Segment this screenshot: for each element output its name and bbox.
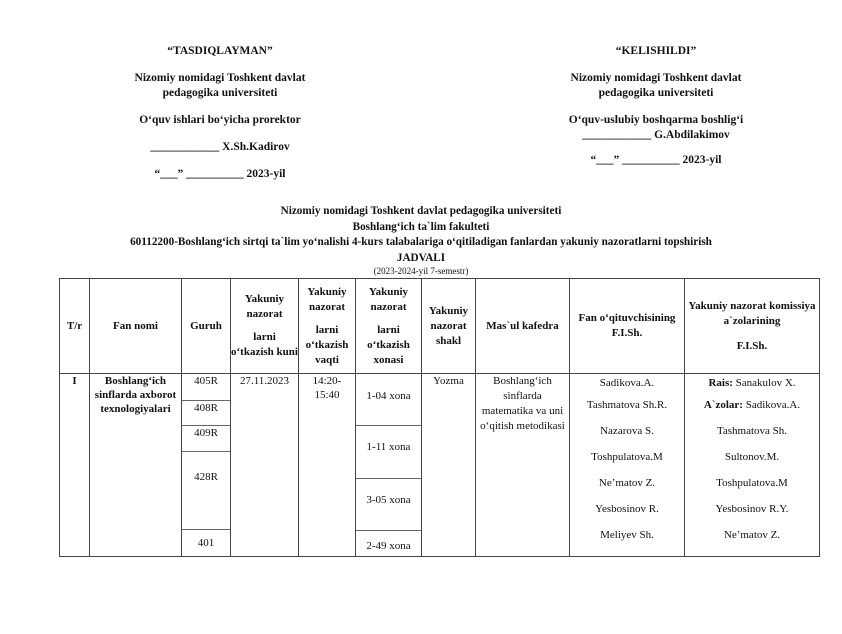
- exam-time-cell: 14:20-15:40: [299, 374, 356, 557]
- header-exam-time-top: Yakuniy nazorat: [307, 285, 347, 313]
- approval-date: “___” __________ 2023-yil: [590, 154, 722, 166]
- exam-schedule-table: [59, 278, 820, 557]
- group-item: 409R: [182, 426, 230, 452]
- room-item: 3-05 xona: [356, 479, 421, 531]
- teacher-name: Nazarova S.: [600, 425, 654, 437]
- chair-label: Rais:: [708, 377, 733, 389]
- chair-name: Sanakulov X.: [735, 377, 796, 389]
- header-exam-day-bottom: larni o‘tkazish kuni: [231, 331, 298, 358]
- header-exam-form: Yakuniy nazorat shakl: [422, 279, 476, 374]
- members-label: A`zolar:: [703, 399, 743, 411]
- member-name: Tashmatova Sh.: [716, 425, 788, 437]
- approval-heading: “KELISHILDI”: [615, 45, 697, 57]
- header-teachers: Fan o‘qituvchisining F.I.Sh.: [570, 279, 685, 374]
- header-subject: Fan nomi: [90, 279, 182, 374]
- member-name: Yesbosinov R.Y.: [715, 503, 789, 515]
- group-item: 401: [197, 537, 215, 549]
- member-name: Ne’matov Z.: [723, 529, 781, 541]
- approval-date: “___” __________ 2023-yil: [154, 168, 286, 180]
- schedule-description: 60112200-Boshlang‘ich sirtqi ta`lim yo‘nalishi 4-kurs talabalariga o‘qitiladigan fanlardan yakuniy nazoratlarni topshirish: [130, 236, 712, 248]
- table-header-row: [60, 279, 820, 374]
- header-exam-room-top: Yakuniy nazorat: [368, 285, 409, 313]
- exam-date-cell: 27.11.2023: [231, 374, 299, 557]
- header-commission-top: Yakuniy nazorat komissiya a`zolarining: [688, 299, 816, 327]
- groups-cell: [182, 374, 231, 557]
- teacher-name: Meliyev Sh.: [600, 529, 654, 541]
- commission-members-first: [685, 392, 819, 418]
- teacher-name: Sadikova.A.: [599, 377, 655, 389]
- document-heading: [0, 204, 842, 277]
- room-item: 1-11 xona: [356, 426, 421, 479]
- header-department: Mas`ul kafedra: [476, 279, 570, 374]
- teacher-name: Yesbosinov R.: [595, 503, 659, 515]
- commission-cell: [685, 374, 820, 557]
- header-exam-room: [356, 279, 422, 374]
- document-title: JADVALI: [396, 251, 446, 264]
- approval-org-line1: Nizomiy nomidagi Toshkent davlat: [134, 72, 306, 84]
- approval-org-line2: pedagogika universiteti: [598, 87, 714, 99]
- group-item: 408R: [182, 401, 230, 426]
- approval-heading: “TASDIQLAYMAN”: [167, 45, 273, 57]
- header-exam-day: [231, 279, 299, 374]
- approval-org-line1: Nizomiy nomidagi Toshkent davlat: [570, 72, 742, 84]
- member-name: Toshpulatova.M: [716, 477, 788, 489]
- header-group: Guruh: [182, 279, 231, 374]
- subject-cell: Boshlang‘ich sinflarda axborot texnologiyalari: [90, 374, 182, 557]
- department-cell: Boshlang‘ich sinflarda matematika va uni o‘qitish metodikasi: [476, 374, 570, 557]
- commission-chair: [685, 374, 819, 392]
- header-commission: [685, 279, 820, 374]
- header-exam-time-bottom: larni o‘tkazish vaqti: [305, 323, 349, 366]
- room-item: 1-04 xona: [356, 374, 421, 426]
- approval-position: O‘quv-uslubiy boshqarma boshlig‘i: [568, 114, 744, 126]
- semester-label: (2023-2024-yil 7-semestr): [373, 266, 469, 276]
- exam-form-cell: Yozma: [422, 374, 476, 557]
- approval-org-line2: pedagogika universiteti: [162, 87, 278, 99]
- group-item: 428R: [182, 452, 230, 530]
- approval-signature: ____________ G.Abdilakimov: [582, 129, 730, 141]
- approval-position: O‘quv ishlari bo‘yicha prorektor: [139, 114, 301, 126]
- member-name: Sultonov.M.: [724, 451, 780, 463]
- group-item: 405R: [182, 374, 230, 401]
- teacher-name: Ne’matov Z.: [598, 477, 656, 489]
- header-exam-room-bottom: larni o‘tkazish xonasi: [367, 323, 410, 366]
- member-name: Sadikova.A.: [745, 399, 801, 411]
- approval-block-left: [90, 44, 350, 182]
- row-number: I: [60, 374, 90, 557]
- faculty-name: Boshlang‘ich ta`lim fakulteti: [352, 220, 490, 233]
- university-name: Nizomiy nomidagi Toshkent davlat pedagogika universiteti: [280, 205, 562, 217]
- teacher-name: Tashmatova Sh.R.: [586, 399, 668, 411]
- approval-signature: ____________ X.Sh.Kadirov: [150, 141, 290, 153]
- room-item: 2-49 xona: [366, 540, 411, 552]
- approval-block-right: [516, 44, 796, 168]
- teachers-cell: [570, 374, 685, 557]
- header-exam-time: [299, 279, 356, 374]
- teacher-name: Toshpulatova.M: [591, 451, 663, 463]
- header-exam-day-top: Yakuniy nazorat: [244, 293, 285, 320]
- table-row: [60, 374, 820, 557]
- header-no: T/r: [60, 279, 90, 374]
- header-commission-bottom: F.I.Sh.: [736, 339, 768, 352]
- rooms-cell: [356, 374, 422, 557]
